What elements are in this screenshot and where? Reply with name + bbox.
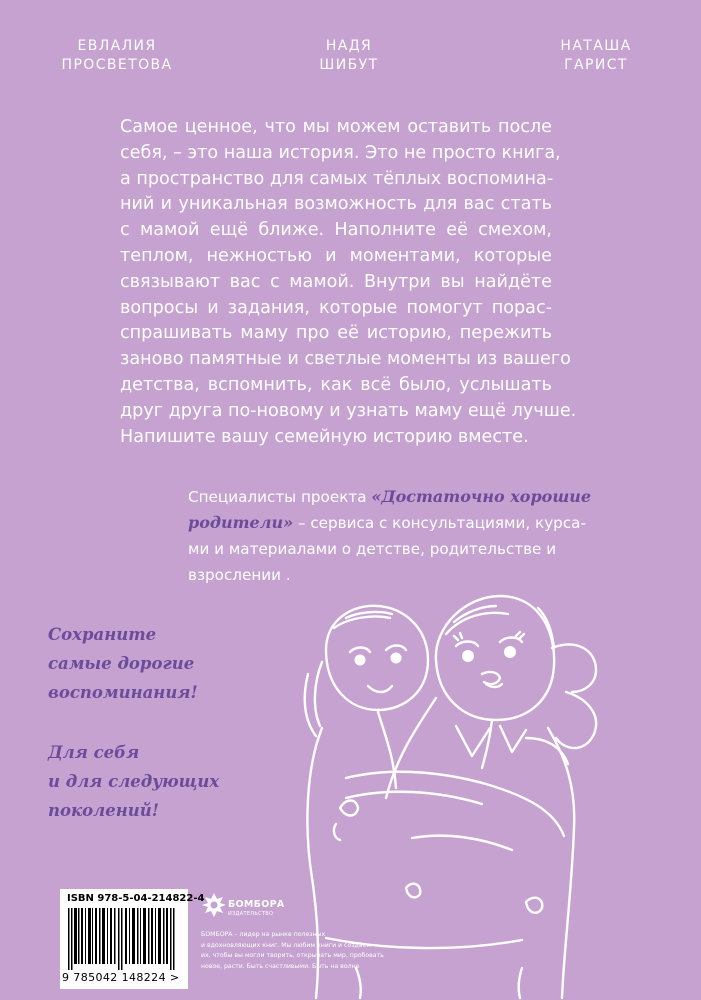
description-line: с мамой ещё ближе. Наполните её смехом, <box>120 220 552 241</box>
description-line: себя, – это наша история. Это не просто книга, <box>120 142 561 163</box>
author-1 <box>58 37 176 75</box>
description-line: детства, вспомнить, как всё было, услышать <box>120 374 552 395</box>
author-1-last-name: ПРОСВЕТОВА <box>61 57 173 73</box>
barcode-icon <box>68 908 180 970</box>
description-line: спрашивать маму про её историю, пережить <box>120 323 552 344</box>
slogan-keep-memories <box>48 620 198 707</box>
project-service-text: – сервиса с консультациями, курса- <box>297 514 586 532</box>
description-line: друг друга по-новому и узнать маму ещё лучше. <box>120 400 577 421</box>
description-line: вопросы и задания, которые помогут порас- <box>120 297 552 318</box>
project-line-4: взрослении . <box>188 566 291 584</box>
slogan-line: воспоминания! <box>48 683 198 702</box>
author-3-first-name: НАТАША <box>560 38 632 54</box>
barcode-digits: 9 785042 148224 > <box>62 971 180 984</box>
publisher-blurb <box>201 930 384 972</box>
publisher-subtitle: ИЗДАТЕЛЬСТВО <box>228 911 274 917</box>
bombora-logo-icon <box>201 892 227 920</box>
author-2-first-name: НАДЯ <box>325 38 373 54</box>
description-line: связывают вас с мамой. Внутри вы найдёте <box>120 271 552 292</box>
author-1-first-name: ЕВЛАЛИЯ <box>77 38 157 54</box>
publisher-blurb-line: БОМБОРА – лидер на рынке полезных <box>201 931 326 938</box>
publisher-blurb-line: новое, расти. Быть счастливыми. Быть на волне <box>201 962 360 970</box>
author-3-last-name: ГАРИСТ <box>564 57 628 73</box>
description-line: ний и уникальная возможность для вас стать <box>120 194 552 215</box>
project-name-part-2: родители» <box>188 513 294 532</box>
description-line: теплом, нежностью и моментами, которые <box>120 245 552 266</box>
slogan-line: самые дорогие <box>48 654 195 673</box>
authors-row <box>0 37 701 87</box>
description-line: Самое ценное, что мы можем оставить после <box>120 117 552 137</box>
project-prefix: Специалисты проекта <box>188 488 367 506</box>
author-2-last-name: ШИБУТ <box>319 57 379 73</box>
publisher-name: БОМБОРА <box>228 899 285 910</box>
publisher-blurb-line: и вдохновляющих книг. Мы любим книги и создаем <box>201 941 372 949</box>
description-line: а пространство для самых тёплых воспомина- <box>120 168 554 189</box>
slogan-line: Для себя <box>48 743 140 762</box>
book-description <box>120 115 577 450</box>
isbn-number: ISBN 978-5-04-214822-4 <box>67 893 205 904</box>
project-line-1 <box>188 484 592 510</box>
slogan-line: Сохраните <box>48 625 157 644</box>
slogan-for-generations <box>48 738 219 825</box>
project-line-3: ми и материалами о детстве, родительстве и <box>188 540 557 558</box>
slogan-line: и для следующих <box>48 772 220 791</box>
description-line: Напишите вашу семейную историю вместе. <box>120 426 529 447</box>
author-3 <box>537 37 655 75</box>
project-name-part-1: «Достаточно хорошие <box>371 487 592 506</box>
publisher-blurb-line: их, чтобы вы могли творить, открывать мир, пробовать <box>201 952 384 960</box>
isbn-barcode <box>60 889 205 989</box>
author-2 <box>285 37 413 75</box>
description-line: заново памятные и светлые моменты из вашего <box>120 349 571 370</box>
slogan-line: поколений! <box>48 801 160 820</box>
project-line-2 <box>188 510 586 536</box>
project-credit <box>188 484 592 588</box>
